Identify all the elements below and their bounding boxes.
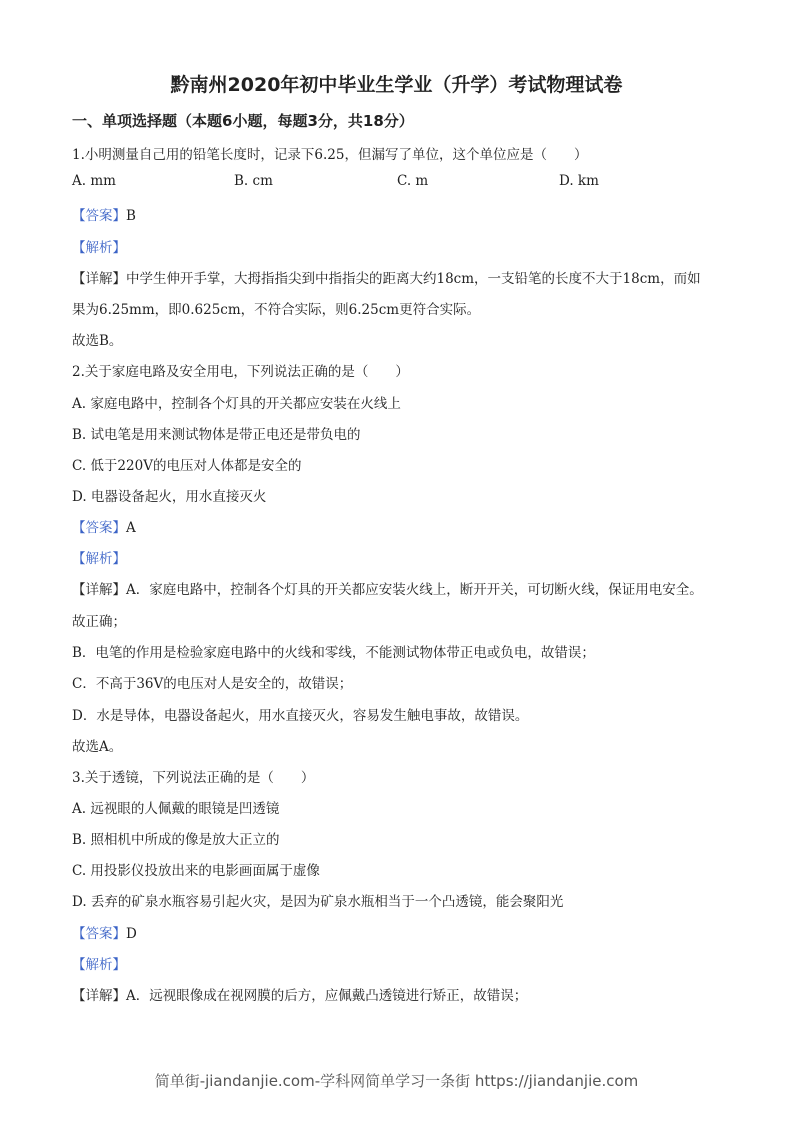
question-1: 1.小明测量自己用的铅笔长度时，记录下6.25，但漏写了单位，这个单位应是（ ） <box>72 147 588 163</box>
q3-option-a: A. 远视眼的人佩戴的眼镜是凹透镜 <box>72 801 280 817</box>
section-heading: 一、单项选择题（本题6小题，每题3分，共18分） <box>72 112 414 130</box>
q2-analysis-tag <box>72 547 126 567</box>
answer-tag: 【答案】 <box>72 520 126 536</box>
detail-text: 中学生伸开手掌，大拇指指尖到中指指尖的距离大约18cm，一支铅笔的长度不大于18cm，而如 <box>126 271 701 287</box>
q2-option-d: D. 电器设备起火，用水直接灭火 <box>72 489 267 505</box>
q1-option-c: C. m <box>397 173 429 189</box>
answer-tag: 【答案】 <box>72 926 126 942</box>
answer-value: B <box>126 208 136 224</box>
q2-detail-1 <box>72 578 703 598</box>
answer-tag: 【答案】 <box>72 208 126 224</box>
q1-option-a: A. mm <box>72 173 116 189</box>
q2-detail-4: C．不高于36V的电压对人是安全的，故错误； <box>72 676 353 692</box>
q3-option-d: D. 丢弃的矿泉水瓶容易引起火灾，是因为矿泉水瓶相当于一个凸透镜，能会聚阳光 <box>72 894 564 910</box>
detail-text: A．家庭电路中，控制各个灯具的开关都应安装火线上，断开开关，可切断火线，保证用电安全。 <box>126 582 703 598</box>
page-footer: 简单街-jiandanjie.com-学科网简单学习一条街 https://jiandanjie.com <box>154 1072 639 1090</box>
q2-detail-3: B．电笔的作用是检验家庭电路中的火线和零线，不能测试物体带正电或负电，故错误； <box>72 645 595 661</box>
analysis-tag: 【解析】 <box>72 551 126 567</box>
analysis-tag: 【解析】 <box>72 240 126 256</box>
q2-detail-5: D．水是导体，电器设备起火，用水直接灭火，容易发生触电事故，故错误。 <box>72 708 529 724</box>
detail-tag: 【详解】 <box>72 988 126 1004</box>
q3-answer <box>72 922 137 942</box>
q2-answer <box>72 516 136 536</box>
question-3: 3.关于透镜，下列说法正确的是（ ） <box>72 770 315 786</box>
q2-detail-2: 故正确； <box>72 614 126 630</box>
answer-value: D <box>126 926 137 942</box>
q3-option-b: B. 照相机中所成的像是放大正立的 <box>72 832 280 848</box>
q1-option-b: B. cm <box>234 173 273 189</box>
detail-text: A．远视眼像成在视网膜的后方，应佩戴凸透镜进行矫正，故错误； <box>126 988 528 1004</box>
q2-option-a: A. 家庭电路中，控制各个灯具的开关都应安装在火线上 <box>72 396 401 412</box>
q1-detail-1 <box>72 267 701 287</box>
q1-detail-2: 果为6.25mm，即0.625cm，不符合实际，则6.25cm更符合实际。 <box>72 302 481 318</box>
q1-analysis-tag <box>72 236 126 256</box>
detail-tag: 【详解】 <box>72 582 126 598</box>
question-2: 2.关于家庭电路及安全用电，下列说法正确的是（ ） <box>72 364 409 380</box>
analysis-tag: 【解析】 <box>72 957 126 973</box>
q1-answer <box>72 204 136 224</box>
q1-option-d: D. km <box>559 173 599 189</box>
q3-detail-1 <box>72 984 527 1004</box>
q2-option-c: C. 低于220V的电压对人体都是安全的 <box>72 458 302 474</box>
q2-option-b: B. 试电笔是用来测试物体是带正电还是带负电的 <box>72 427 361 443</box>
q3-analysis-tag <box>72 953 126 973</box>
q3-option-c: C. 用投影仪投放出来的电影画面属于虚像 <box>72 863 320 879</box>
q1-conclusion: 故选B。 <box>72 333 123 349</box>
page-title: 黔南州2020年初中毕业生学业（升学）考试物理试卷 <box>170 74 623 96</box>
answer-value: A <box>126 520 136 536</box>
detail-tag: 【详解】 <box>72 271 126 287</box>
q2-conclusion: 故选A。 <box>72 739 123 755</box>
